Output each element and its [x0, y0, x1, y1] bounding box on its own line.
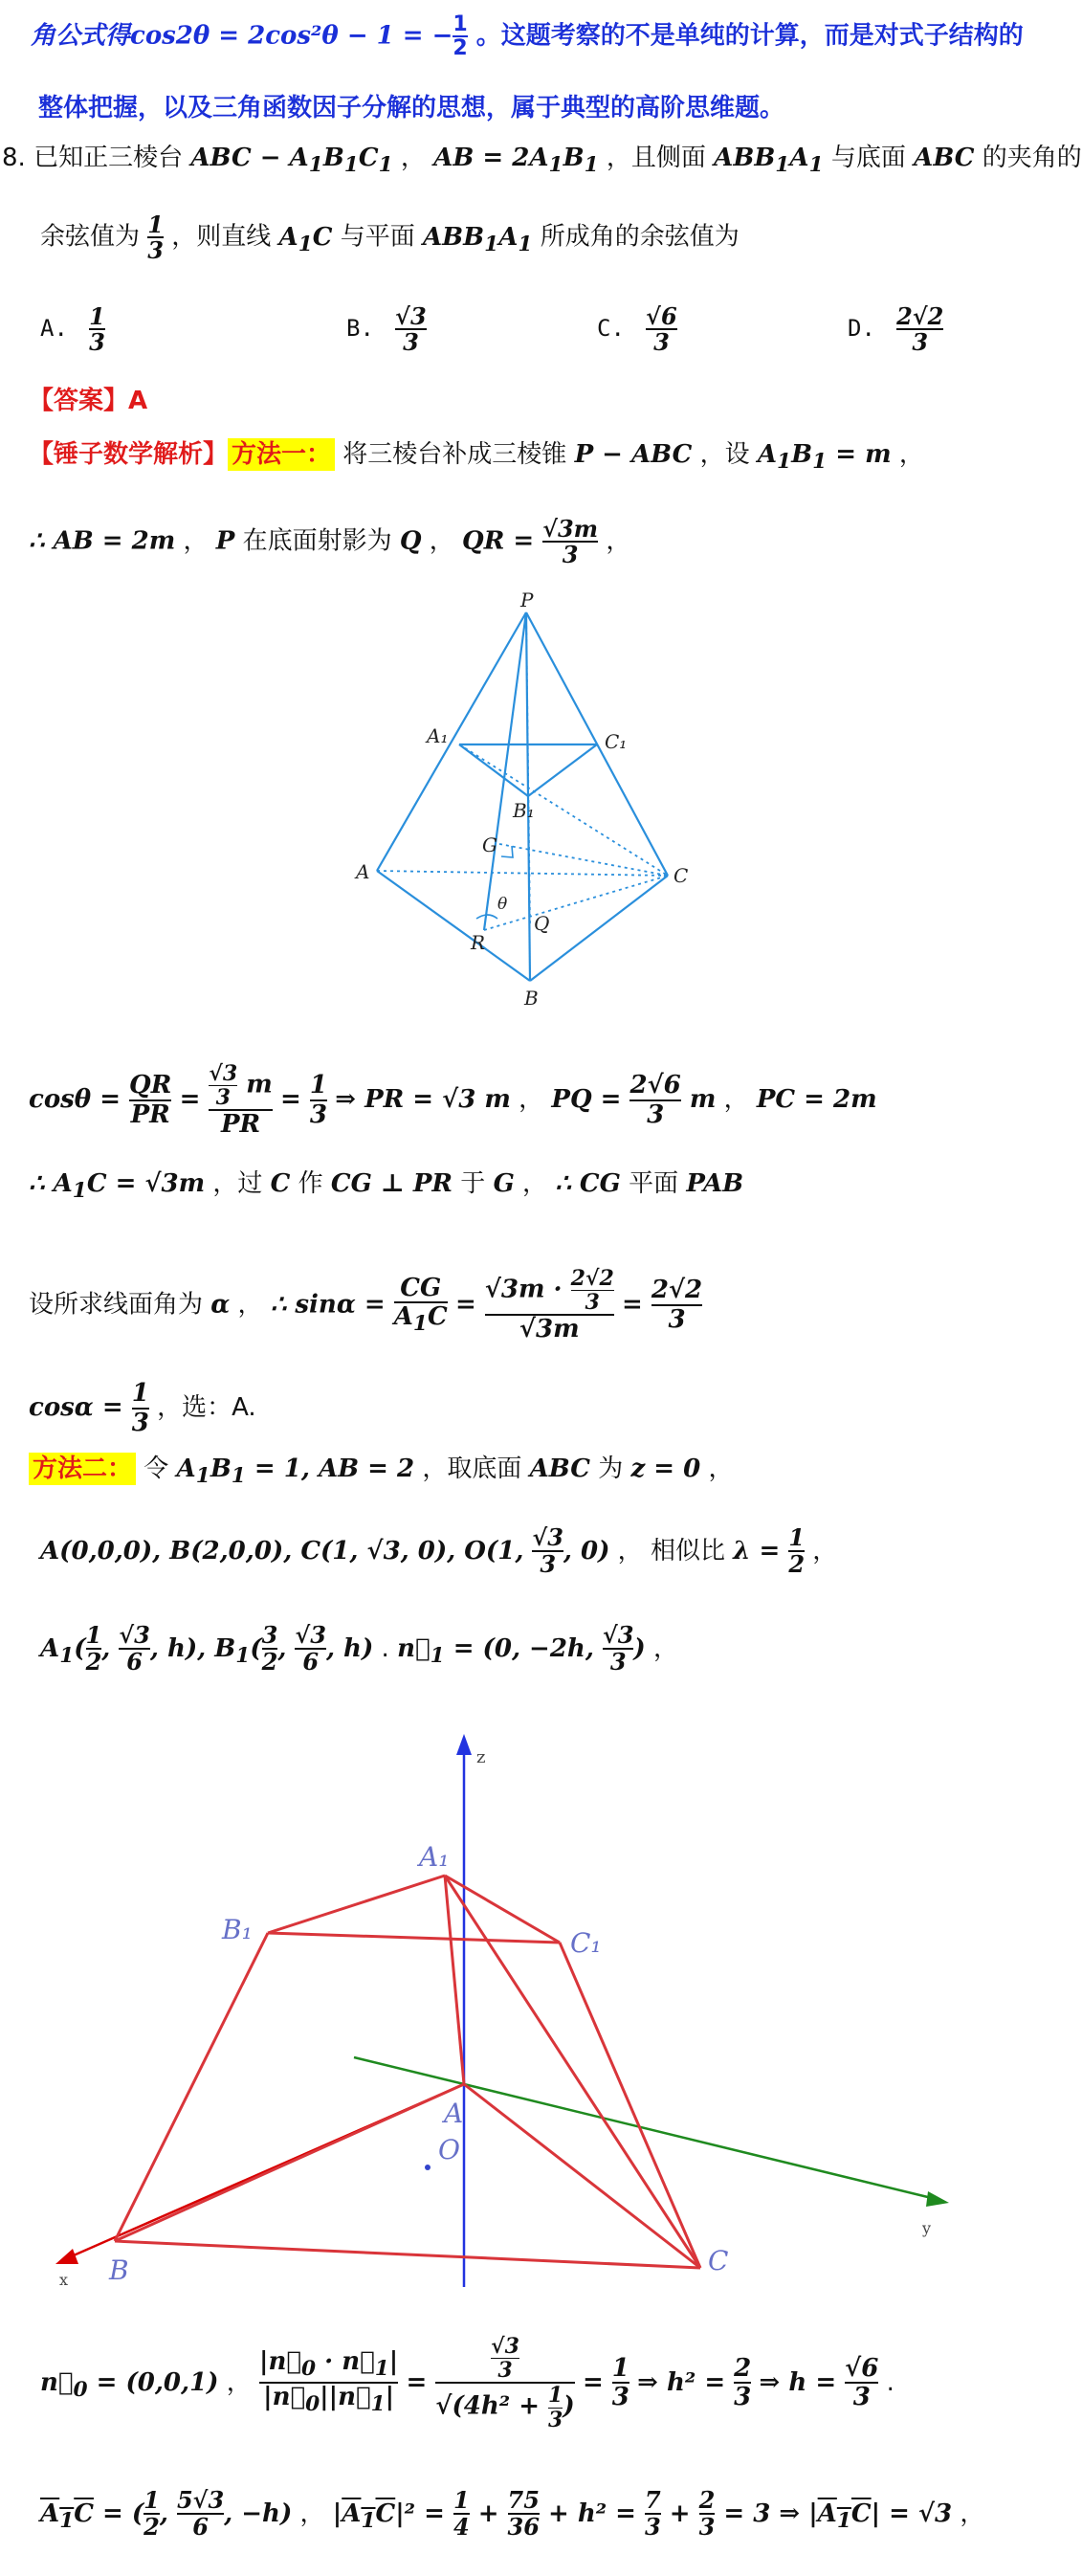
- label-y: y: [922, 2219, 932, 2237]
- edge-PA: [377, 612, 526, 871]
- edge-AB: [115, 2084, 464, 2241]
- option-a[interactable]: A. $\frac{1}{3}$: [40, 302, 105, 357]
- question-stem-line-2: 余弦值为 $\frac{1}{3}$ ，则直线 $A_1C$ 与平面 $ABB_1A_1$ 所成角的余弦值为: [40, 211, 740, 265]
- label-G: G: [482, 833, 497, 856]
- method1-line-4: ∴ $A_1C = √3m$ ，过 C 作 CG ⊥ PR 于 G ， ∴ CG 平面 PAB: [29, 1169, 744, 1204]
- label-Q: Q: [534, 912, 550, 935]
- y-axis-arrow: [926, 2191, 949, 2207]
- label-A1: A₁: [427, 724, 449, 747]
- label-R: R: [471, 931, 486, 954]
- figure-coordinate-frustum: [38, 1722, 995, 2297]
- label-C1: C₁: [605, 730, 628, 753]
- edge-BB1: [115, 1933, 268, 2241]
- method2-line-1: 方法二： 令 $A_1B_1 = 1$, AB = 2 ，取底面 ABC 为 z = 0 ，: [29, 1455, 734, 1489]
- z-axis-arrow: [456, 1734, 472, 1755]
- label-z: z: [476, 1747, 486, 1767]
- edge-A1C1: [445, 1876, 560, 1943]
- edge-AB: [377, 871, 530, 981]
- label-C: C: [673, 864, 689, 887]
- label-C: C: [708, 2245, 729, 2276]
- edge-CC1: [560, 1943, 700, 2268]
- method2-line-5: $A_1C$ = ( $\frac{1}{2}$ , $\frac{5√3}{6}$ , −h) ， $|A_1C|^2$ = $\frac{1}{4}$ + $\frac{75}{36}$ + h² = $\frac{7}{3}$ + $\frac{2}{3}$ = 3 ⇒ $|A_1C| = √3$ ，: [40, 2486, 985, 2542]
- method1-tag: 方法一：: [228, 438, 335, 471]
- label-A: A: [356, 860, 370, 883]
- edge-AA1: [445, 1876, 464, 2084]
- point-O: [425, 2165, 431, 2170]
- analysis-label: 【锤子数学解析】: [29, 440, 229, 469]
- label-B1: B₁: [513, 799, 535, 822]
- label-x: x: [59, 2271, 69, 2289]
- option-b[interactable]: B. $\frac{√3}{3}$: [346, 302, 427, 357]
- method1-line-1: 【锤子数学解析】 方法一： 将三棱台补成三棱锥 P − ABC ，设 $A_1B_1 = m$ ，: [29, 440, 924, 475]
- x-axis-arrow: [55, 2249, 78, 2264]
- method1-line-3: cosθ = $\frac{QR}{PR}$ = $\frac{√3}{3}$ m PR = $\frac{1}{3}$ ⇒ PR = √3 m ， PQ = $\frac{2√6}{3}$ m ， PC = 2m: [29, 1061, 877, 1140]
- theta-arc: [476, 915, 497, 919]
- y-axis: [354, 2057, 936, 2199]
- edge-BC: [530, 876, 668, 981]
- edge-BC: [115, 2241, 700, 2268]
- method1-line-2: ∴ AB = 2m ， P 在底面射影为 Q ， QR = $\frac{√3m}{3}$ ，: [29, 515, 631, 569]
- edge-PR: [484, 612, 526, 930]
- label-O: O: [438, 2134, 460, 2165]
- figure-pyramid: [344, 588, 708, 1024]
- intro-line-1: 角公式得cos2θ = 2cos²θ − 1 = − $\frac{1}{2}$ 。这题考察的不是单纯的计算，而是对式子结构的: [31, 12, 1024, 61]
- label-B: B: [109, 2254, 129, 2286]
- label-A: A: [444, 2098, 464, 2129]
- method2-line-2: A(0,0,0), B(2,0,0), C(1, √3, 0), O(1, $\frac{√3}{3}$ , 0) ， 相似比 λ = $\frac{1}{2}$ ，: [40, 1523, 838, 1579]
- label-C1: C₁: [570, 1927, 602, 1959]
- answer-label: 【答案】A: [29, 387, 148, 415]
- right-angle-mark: [501, 846, 513, 857]
- label-P: P: [520, 588, 534, 611]
- edge-A1B1: [268, 1876, 445, 1933]
- edge-B1C1: [528, 744, 597, 796]
- option-c[interactable]: C. $\frac{√6}{3}$: [597, 302, 677, 357]
- question-stem-line-1: 8. 已知正三棱台 ABC − $A_1B_1C_1$ ， AB = $2A_1B_1$ ，且侧面 $ABB_1A_1$ 与底面 ABC 的夹角的: [2, 144, 1082, 178]
- label-B: B: [524, 987, 539, 1010]
- option-d[interactable]: D. $\frac{2√2}{3}$: [848, 302, 944, 357]
- method2-line-4: $n⃗_0 = (0,0,1)$ ， $\frac{|n⃗_0 \cdot n⃗_1|}{|n⃗_0||n⃗_1|}$ = $\frac{√3}{3}$ √(4h² + $\frac{1}{3}$ ) = $\frac{1}{3}$ ⇒ h² = $\frac{2}{3}$ ⇒ h = $\frac{√6}{3}$ .: [40, 2334, 894, 2432]
- method1-line-6: cosα = $\frac{1}{3}$ ，选：A.: [29, 1379, 256, 1437]
- label-theta: θ: [497, 895, 508, 914]
- label-B1: B₁: [222, 1914, 253, 1945]
- method2-tag: 方法二：: [29, 1453, 136, 1485]
- method1-line-5: 设所求线面角为 α ， ∴ sinα = $\frac{CG}{A_1C}$ = √3m · $\frac{2√2}{3}$ √3m = $\frac{2√2}{3}$: [29, 1266, 703, 1344]
- method2-line-3: $A_1$( $\frac{1}{2}$ , $\frac{√3}{6}$ , h), $B_1$( $\frac{3}{2}$ , $\frac{√3}{6}$ , h) . $n⃗_1 = (0$, −2h, $\frac{√3}{3}$ ) ，: [40, 1621, 678, 1677]
- edge-AC-dashed: [377, 871, 668, 876]
- question-number: 8.: [2, 144, 26, 172]
- edge-B1C1: [268, 1933, 560, 1943]
- edge-A1B1: [459, 744, 528, 796]
- label-A1: A₁: [419, 1841, 450, 1873]
- intro-line-2: 整体把握，以及三角函数因子分解的思想，属于典型的高阶思维题。: [38, 94, 785, 122]
- line-RC-dashed: [484, 876, 668, 930]
